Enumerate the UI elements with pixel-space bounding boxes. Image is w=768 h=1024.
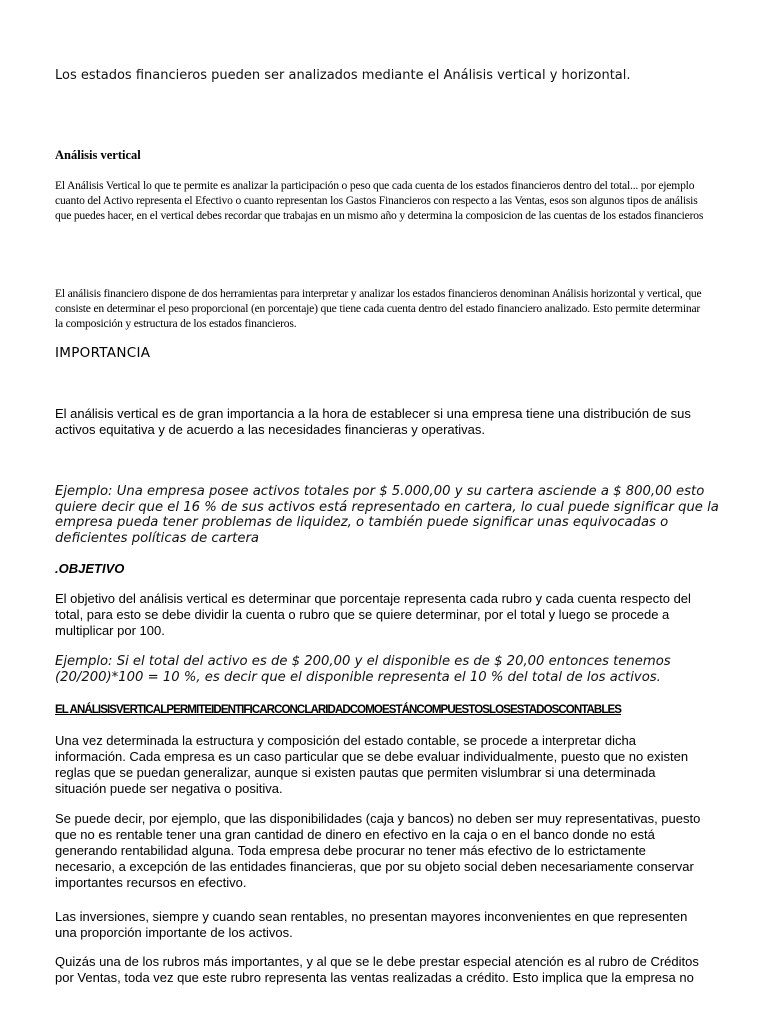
importancia-paragraph: El análisis vertical es de gran importancia a la hora de establecer si una empresa tiene una distribución de sus activos equitativa y de acuerdo a las necesidades financieras y operativas. — [55, 406, 691, 437]
body-paragraph-4: Quizás una de los rubros más importantes, y al que se le debe prestar especial atención es al rubro de Créditos por Ventas, toda vez que este rubro representa las ventas realizadas a crédito. Esto implica que la empresa no — [55, 954, 699, 985]
objetivo-paragraph: El objetivo del análisis vertical es determinar que porcentaje representa cada rubro y cada cuenta respecto del total, para esto se debe dividir la cuenta o rubro que se quiere determinar, por el total y luego se procede a multiplicar por 100. — [55, 591, 691, 638]
caps-heading: EL ANÁLISISVERTICALPERMITEIDENTIFICARCONCLARIDADCOMOESTÁNCOMPUESTOSLOSESTADOSCONTABLES — [55, 704, 621, 716]
analisis-vertical-heading: Análisis vertical — [55, 148, 141, 162]
intro-paragraph: Los estados financieros pueden ser analizados mediante el Análisis vertical y horizontal. — [55, 68, 631, 83]
objetivo-heading: .OBJETIVO — [55, 561, 125, 576]
body-paragraph-2: Se puede decir, por ejemplo, que las disponibilidades (caja y bancos) no deben ser muy representativas, puesto que no es rentable tener una gran cantidad de dinero en efectivo en la caja o en el banco donde no está generando rentabilidad alguna. Toda empresa debe procurar no tener más efectivo de lo estrictamente necesario, a excepción de las entidades financieras, que por su objeto social deben necesariamente conservar importantes recursos en efectivo. — [55, 811, 701, 890]
importancia-example: Ejemplo: Una empresa posee activos totales por $ 5.000,00 y su cartera asciende a $ 800,00 esto quiere decir que el 16 % de sus activos está representado en cartera, lo cual puede significar que la empresa pueda tener problemas de liquidez, o también puede significar unas equivocadas o deficientes políticas de cartera — [55, 484, 719, 546]
importancia-heading: IMPORTANCIA — [55, 345, 151, 361]
body-paragraph-1: Una vez determinada la estructura y composición del estado contable, se procede a interpretar dicha información. Cada empresa es un caso particular que se debe evaluar individualmente, puesto que no existen reglas que se puedan generalizar, aunque si existen pautas que permiten vislumbrar si una determinada situación puede ser negativa o positiva. — [55, 733, 689, 796]
body-paragraph-3: Las inversiones, siempre y cuando sean rentables, no presentan mayores inconvenientes en que representen una proporción importante de los activos. — [55, 909, 688, 940]
objetivo-example: Ejemplo: Si el total del activo es de $ 200,00 y el disponible es de $ 20,00 entonces tenemos (20/200)*100 = 10 %, es decir que el disponible representa el 10 % del total de los activos. — [55, 654, 671, 685]
analisis-vertical-paragraph-2: El análisis financiero dispone de dos herramientas para interpretar y analizar los estados financieros denominan Análisis horizontal y vertical, que consiste en determinar el peso proporcional (en porcentaje) que tiene cada cuenta dentro del estado financiero analizado. Esto permite determinar la composición y estructura de los estados financieros. — [55, 287, 702, 330]
analisis-vertical-paragraph-1: El Análisis Vertical lo que te permite es analizar la participación o peso que cada cuenta de los estados financieros dentro del total... por ejemplo cuanto del Activo representa el Efectivo o cuanto representan los Gastos Financieros con respecto a las Ventas, esos son algunos tipos de análisis que puedes hacer, en el vertical debes recordar que trabajas en un mismo año y determina la composicion de las cuentas de los estados financieros — [55, 179, 704, 222]
